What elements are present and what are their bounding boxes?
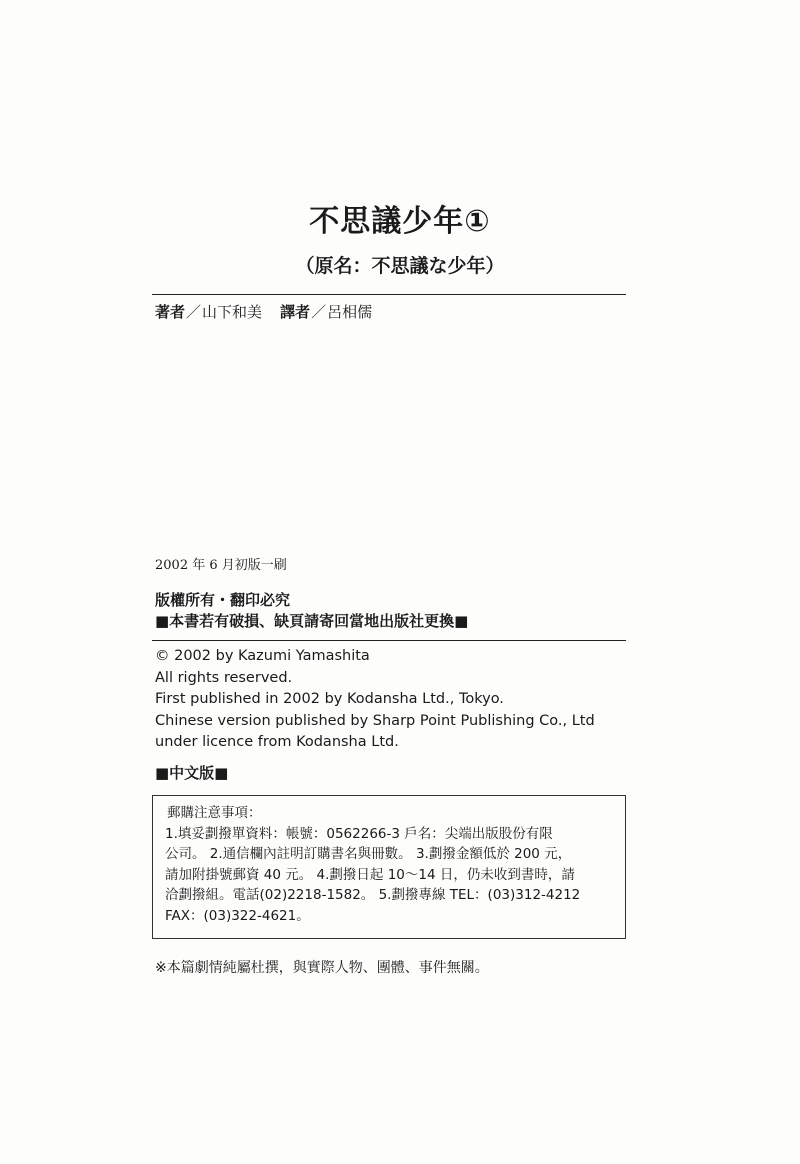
credits-line	[155, 301, 372, 323]
notice-title: 郵購注意事項：	[167, 805, 262, 821]
rights-reserved: 版權所有・翻印必究	[155, 591, 291, 609]
author-name: 山下和美	[202, 303, 263, 321]
translator-label: 譯者	[280, 303, 311, 321]
divider-middle	[152, 640, 626, 641]
copyright-line: under licence from Kodansha Ltd.	[155, 734, 399, 750]
notice-line: 1.填妥劃撥單資料：帳號：0562266-3 戶名：尖端出版股份有限	[165, 825, 553, 842]
translator-separator: ／	[311, 303, 327, 321]
copyright-line: Chinese version published by Sharp Point Publishing Co., Ltd	[155, 712, 595, 729]
author-label: 著者	[155, 303, 186, 321]
copyright-block	[155, 646, 595, 754]
fiction-disclaimer: ※本篇劇情純屬杜撰，與實際人物、團體、事件無關。	[155, 960, 489, 976]
notice-line: FAX：(03)322-4621。	[165, 907, 310, 924]
book-title: 不思議少年①	[309, 204, 491, 239]
original-title: （原名：不思議な少年）	[295, 255, 505, 277]
divider-top	[152, 294, 626, 295]
translator-name: 呂相儒	[327, 303, 373, 321]
copyright-line: © 2002 by Kazumi Yamashita	[155, 648, 370, 664]
copyright-line: All rights reserved.	[155, 669, 293, 686]
notice-line: 洽劃撥組。電話(02)2218-1582。 5.劃撥專線 TEL：(03)312-4212	[165, 887, 581, 903]
notice-line: 公司。 2.通信欄內註明訂購書名與冊數。 3.劃撥金額低於 200 元，	[165, 846, 572, 862]
author-separator: ／	[186, 303, 202, 321]
replacement-notice: ■本書若有破損、缺頁請寄回當地出版社更換■	[155, 612, 469, 630]
chinese-edition-label: ■中文版■	[155, 764, 229, 782]
notice-line: 請加附掛號郵資 40 元。 4.劃撥日起 10～14 日，仍未收到書時，請	[165, 866, 575, 883]
edition-info: 2002 年 6 月初版一刷	[155, 558, 287, 573]
copyright-line: First published in 2002 by Kodansha Ltd., Tokyo.	[155, 691, 504, 707]
mail-order-notice-box	[152, 795, 626, 939]
